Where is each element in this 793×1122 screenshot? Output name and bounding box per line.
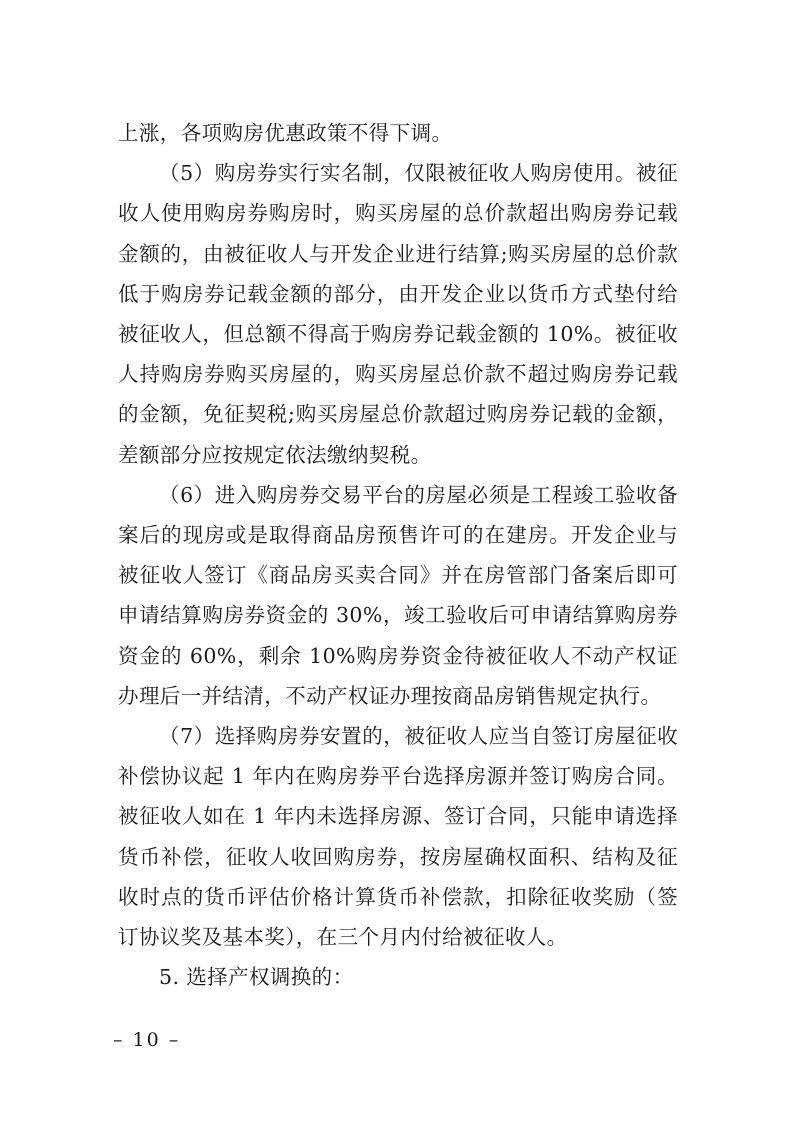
section-heading-5: 5. 选择产权调换的： bbox=[159, 965, 354, 990]
paragraph-item-6: （6）进入购房券交易平台的房屋必须是工程竣工验收备案后的现房或是取得商品房预售许可的在建房。开发企业与被征收人签订《商品房买卖合同》并在房管部门备案后即可申请结算购房券资金的 30%，竣工验收后可申请结算购房券资金的 60%，剩余 10%购房券资金待被征收人不动产权证办理后一并结清，不动产权证办理按商品房销售规定执行。 bbox=[118, 482, 678, 708]
page-number: – 10 – bbox=[113, 1029, 181, 1051]
paragraph-item-7: （7）选择购房券安置的，被征收人应当自签订房屋征收补偿协议起 1 年内在购房券平台选择房源并签订购房合同。被征收人如在 1 年内未选择房源、签订合同，只能申请选择货币补偿，征收人收回购房券，按房屋确权面积、结构及征收时点的货币评估价格计算货币补偿款，扣除征收奖励（签订协议奖及基本奖），在三个月内付给被征收人。 bbox=[118, 724, 678, 950]
paragraph-item-5: （5）购房券实行实名制，仅限被征收人购房使用。被征收人使用购房券购房时，购买房屋的总价款超出购房券记载金额的，由被征收人与开发企业进行结算;购买房屋的总价款低于购房券记载金额的部分，由开发企业以货币方式垫付给被征收人，但总额不得高于购房券记载金额的 10%。被征收人持购房券购买房屋的，购买房屋总价款不超过购房券记载的金额，免征契税;购买房屋总价款超过购房券记载的金额，差额部分应按规定依法缴纳契税。 bbox=[118, 161, 678, 467]
paragraph-continuation: 上涨，各项购房优惠政策不得下调。 bbox=[118, 121, 453, 145]
document-body bbox=[118, 113, 678, 997]
